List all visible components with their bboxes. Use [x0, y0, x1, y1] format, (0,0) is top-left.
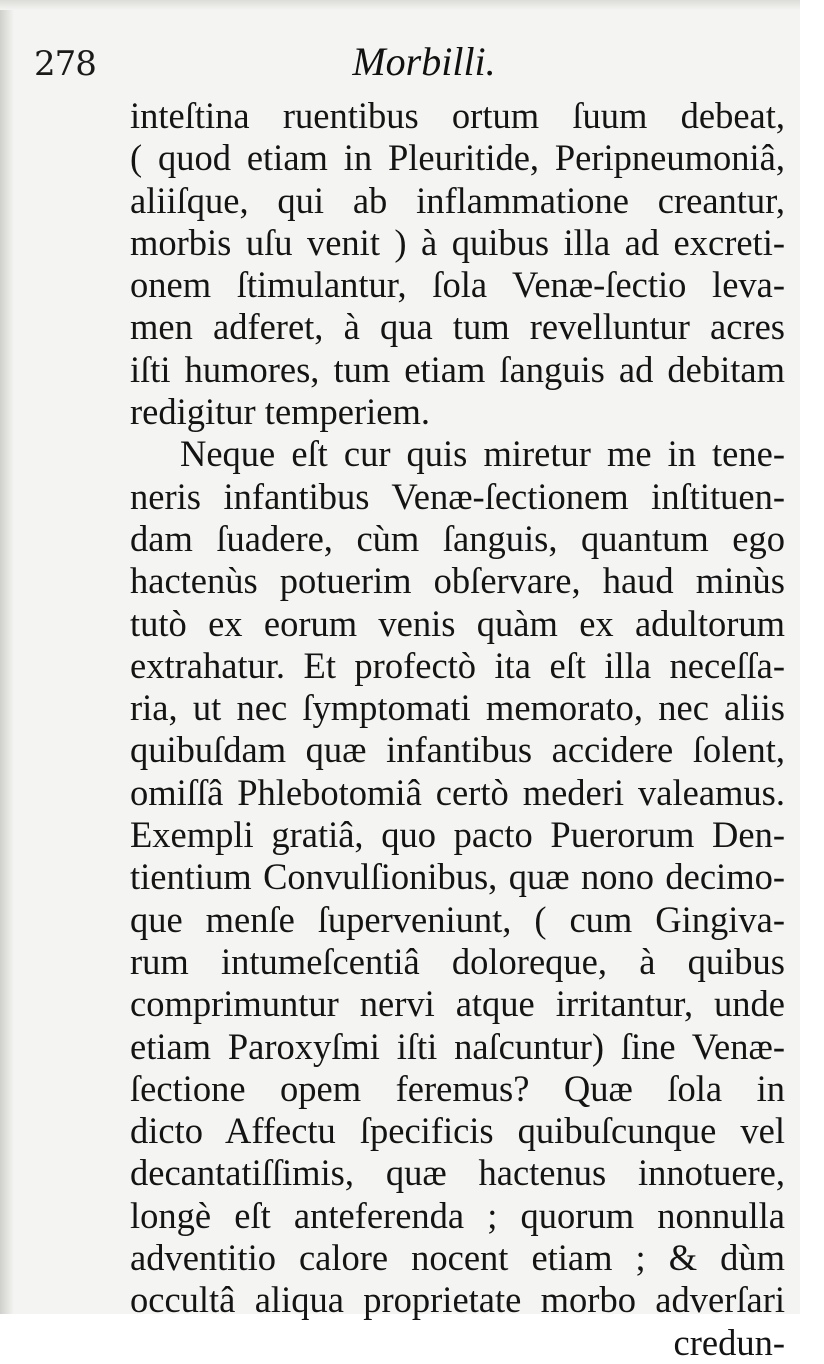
- text-line: decantatiſſimis, quæ hactenus innotuere,: [130, 1152, 785, 1194]
- page-number: 278: [34, 44, 96, 84]
- body-text: [130, 95, 785, 1364]
- text-line: etiam Paroxyſmi iſti naſcuntur) ſine Venæ-: [130, 1025, 785, 1067]
- text-line: onem ſtimulantur, ſola Venæ-ſectio leva-: [130, 264, 785, 306]
- text-line: omiſſâ Phlebotomiâ certò mederi valeamus.: [130, 771, 785, 813]
- text-line: ſectione opem feremus? Quæ ſola in: [130, 1067, 785, 1109]
- page-gutter-shadow: [0, 0, 14, 1314]
- catchword: credun-: [673, 1321, 785, 1363]
- text-line: inteſtina ruentibus ortum ſuum debeat,: [130, 95, 785, 136]
- text-line: rum intumeſcentiâ doloreque, à quibus: [130, 940, 785, 982]
- page-top-shadow: [0, 0, 800, 10]
- text-line: tientium Convulſionibus, quæ nono decimo-: [130, 856, 785, 898]
- text-line: morbis uſu venit ) à quibus illa ad excreti-: [130, 221, 785, 263]
- text-line: aliiſque, qui ab inflammatione creantur,: [130, 179, 785, 221]
- text-line: dam ſuadere, cùm ſanguis, quantum ego: [130, 517, 785, 559]
- text-line: tutò ex eorum venis quàm ex adultorum: [130, 602, 785, 644]
- text-line: men adferet, à qua tum revelluntur acres: [130, 306, 785, 348]
- text-line: neris infantibus Venæ-ſectionem inſtituen-: [130, 475, 785, 517]
- text-line: Exempli gratiâ, quo pacto Puerorum Den-: [130, 814, 785, 856]
- text-line: ( quod etiam in Pleuritide, Peripneumoniâ,: [130, 137, 785, 179]
- text-line: iſti humores, tum etiam ſanguis ad debitam: [130, 348, 785, 390]
- text-line: hactenùs potuerim obſervare, haud minùs: [130, 560, 785, 602]
- text-line: Neque eſt cur quis miretur me in tene-: [180, 433, 785, 475]
- text-line: comprimuntur nervi atque irritantur, unde: [130, 983, 785, 1025]
- text-line: dicto Affectu ſpecificis quibuſcunque vel: [130, 1110, 785, 1152]
- text-line: adventitio calore nocent etiam ; & dùm: [130, 1237, 785, 1279]
- text-line: redigitur temperiem.: [130, 391, 431, 433]
- text-line: longè eſt anteferenda ; quorum nonnulla: [130, 1194, 785, 1236]
- running-title: Morbilli.: [352, 39, 496, 84]
- text-line: ria, ut nec ſymptomati memorato, nec aliis: [130, 687, 785, 729]
- text-line: occultâ aliqua proprietate morbo adverſari: [130, 1279, 785, 1321]
- text-line: extrahatur. Et profectò ita eſt illa neceſſa-: [130, 644, 785, 686]
- text-line: que menſe ſuperveniunt, ( cum Gingiva-: [130, 898, 785, 940]
- text-line: quibuſdam quæ infantibus accidere ſolent,: [130, 729, 785, 771]
